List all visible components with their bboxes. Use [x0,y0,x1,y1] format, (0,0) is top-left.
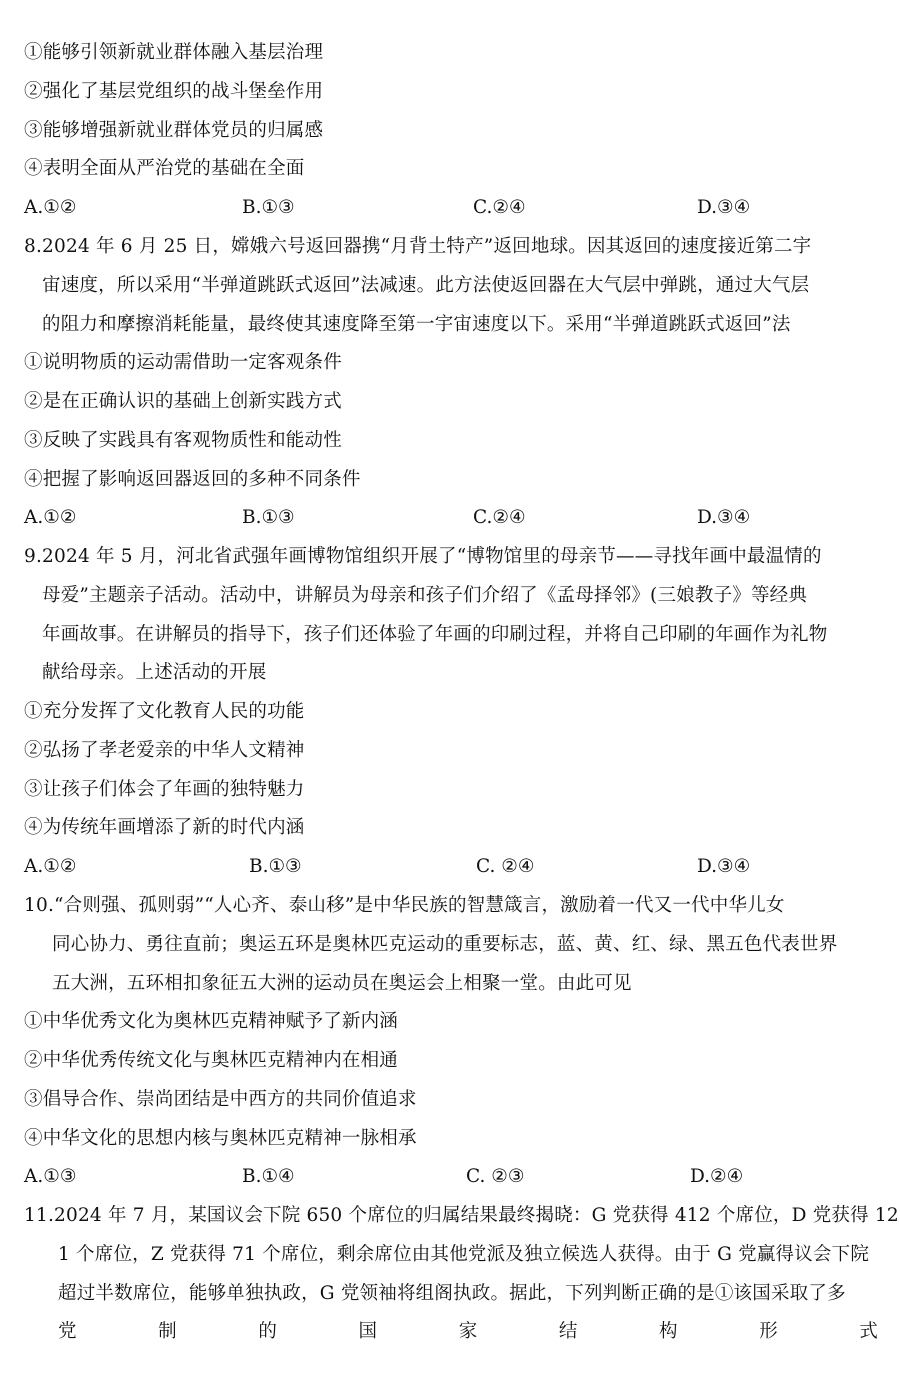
q9-statement-1: ①充分发挥了文化教育人民的功能 [24,701,305,722]
q8-statement-4: ④把握了影响返回器返回的多种不同条件 [24,469,361,490]
q10-statement-4: ④中华文化的思想内核与奥林匹克精神一脉相承 [24,1128,417,1149]
q10-option-b: B.①④ [242,1166,295,1187]
q11-stem-line-2: 1 个席位，Z 党获得 71 个席位，剩余席位由其他党派及独立候选人获得。由于 G 党赢得议会下院 [58,1244,870,1265]
q10-option-a: A.①③ [24,1166,77,1187]
q9-statement-3: ③让孩子们体会了年画的独特魅力 [24,779,305,800]
q10-statement-1: ①中华优秀文化为奥林匹克精神赋予了新内涵 [24,1011,399,1032]
q11-line4-char: 国 [358,1321,378,1342]
q9-stem-line-2: 母爱”主题亲子活动。活动中，讲解员为母亲和孩子们介绍了《孟母择邻》(三娘教子》等经典 [42,585,808,606]
q11-line4-char: 结 [558,1321,578,1342]
q9-stem-line-1: 9.2024 年 5 月，河北省武强年画博物馆组织开展了“博物馆里的母亲节——寻找年画中最温情的 [24,546,822,567]
q8-statement-2: ②是在正确认识的基础上创新实践方式 [24,391,342,412]
q10-option-c: C. ②③ [466,1166,525,1187]
q11-line4-char: 形 [759,1321,778,1342]
q7-statement-2: ②强化了基层党组织的战斗堡垒作用 [24,81,324,102]
q9-option-b: B.①③ [249,856,302,877]
q8-option-a: A.①② [24,507,77,528]
q8-statement-1: ①说明物质的运动需借助一定客观条件 [24,352,342,373]
q7-option-c: C.②④ [473,197,526,218]
q11-stem-line-3: 超过半数席位，能够单独执政，G 党领袖将组阁执政。据此，下列判断正确的是①该国采取了多 [58,1283,846,1304]
q10-option-d: D.②④ [690,1166,744,1187]
q7-statement-1: ①能够引领新就业群体融入基层治理 [24,42,324,63]
q9-stem-line-3: 年画故事。在讲解员的指导下，孩子们还体验了年画的印刷过程，并将自己印刷的年画作为礼物 [42,624,828,645]
q7-option-b: B.①③ [242,197,295,218]
q9-stem-line-4: 献给母亲。上述活动的开展 [42,662,267,683]
q7-statement-4: ④表明全面从严治党的基础在全面 [24,158,305,179]
q11-stem-line-4 [58,1319,878,1345]
q10-stem-line-1: 10.“合则强、孤则弱”“人心齐、泰山移”是中华民族的智慧箴言，激励着一代又一代中华儿女 [24,895,785,916]
q8-stem-line-2: 宙速度，所以采用“半弹道跳跃式返回”法减速。此方法使返回器在大气层中弹跳，通过大气层 [42,275,810,296]
q7-option-d: D.③④ [697,197,751,218]
q11-stem-line-1: 11.2024 年 7 月，某国议会下院 650 个席位的归属结果最终揭晓：G 党获得 412 个席位，D 党获得 12 [24,1205,899,1226]
q9-option-a: A.①② [24,856,77,877]
q8-stem-line-3: 的阻力和摩擦消耗能量，最终使其速度降至第一宇宙速度以下。采用“半弹道跳跃式返回”法 [42,314,791,335]
q8-option-c: C.②④ [473,507,526,528]
q7-statement-3: ③能够增强新就业群体党员的归属感 [24,120,324,141]
q9-option-c: C. ②④ [476,856,535,877]
q11-line4-char: 党 [58,1321,77,1342]
q9-statement-2: ②弘扬了孝老爱亲的中华人文精神 [24,740,305,761]
q11-line4-char: 构 [659,1321,678,1342]
q10-statement-3: ③倡导合作、崇尚团结是中西方的共同价值追求 [24,1089,417,1110]
q9-statement-4: ④为传统年画增添了新的时代内涵 [24,817,305,838]
q11-line4-char: 式 [859,1321,878,1342]
q8-option-b: B.①③ [242,507,295,528]
q7-option-a: A.①② [24,197,77,218]
q11-line4-char: 制 [158,1321,177,1342]
q10-statement-2: ②中华优秀传统文化与奥林匹克精神内在相通 [24,1050,399,1071]
q10-stem-line-3: 五大洲，五环相扣象征五大洲的运动员在奥运会上相聚一堂。由此可见 [52,973,632,994]
q11-line4-char: 家 [458,1321,478,1342]
q8-statement-3: ③反映了实践具有客观物质性和能动性 [24,430,342,451]
q8-stem-line-1: 8.2024 年 6 月 25 日，嫦娥六号返回器携“月背土特产”返回地球。因其返回的速度接近第二宇 [24,236,812,257]
q10-stem-line-2: 同心协力、勇往直前；奥运五环是奥林匹克运动的重要标志，蓝、黄、红、绿、黑五色代表世界 [52,934,838,955]
q8-option-d: D.③④ [697,507,751,528]
q9-option-d: D.③④ [697,856,751,877]
q11-line4-char: 的 [258,1321,277,1342]
